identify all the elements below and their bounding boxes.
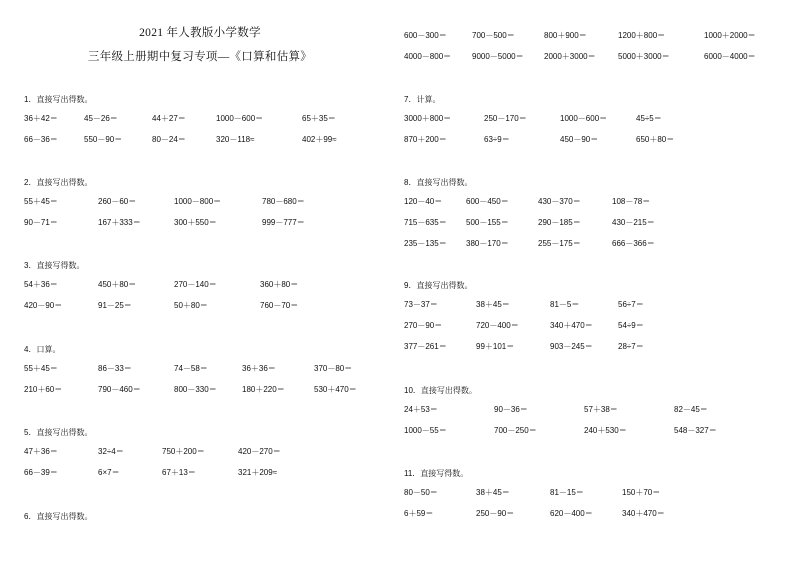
math-problem: 450＋80＝ xyxy=(98,280,137,289)
math-problem: 66－36＝ xyxy=(24,135,58,144)
math-problem: 903－245＝ xyxy=(550,342,593,351)
math-problem: 800＋900＝ xyxy=(544,31,587,40)
math-problem: 108－78＝ xyxy=(612,197,651,206)
math-problem: 1000－800＝ xyxy=(174,197,222,206)
math-problem: 620－400＝ xyxy=(550,509,593,518)
math-problem: 44＋27＝ xyxy=(152,114,186,123)
section-heading: 7．计算。 xyxy=(404,95,441,104)
math-problem: 50＋80＝ xyxy=(174,301,208,310)
math-problem: 3000＋800＝ xyxy=(404,114,452,123)
math-problem: 600－450＝ xyxy=(466,197,509,206)
math-problem: 250－170＝ xyxy=(484,114,527,123)
math-problem: 360＋80＝ xyxy=(260,280,299,289)
math-problem: 800－330＝ xyxy=(174,385,217,394)
math-problem: 55＋45＝ xyxy=(24,364,58,373)
math-problem: 81－5＝ xyxy=(550,300,580,309)
page-title: 2021 年人教版小学数学 xyxy=(139,27,261,39)
math-problem: 210＋60＝ xyxy=(24,385,63,394)
math-problem: 81－15＝ xyxy=(550,488,584,497)
math-problem: 65＋35＝ xyxy=(302,114,336,123)
section-heading: 6．直接写出得数。 xyxy=(24,512,93,521)
math-problem: 550－90＝ xyxy=(84,135,123,144)
math-problem: 500－155＝ xyxy=(466,218,509,227)
math-problem: 320－118≈ xyxy=(216,135,255,144)
math-problem: 700－500＝ xyxy=(472,31,515,40)
math-problem: 300＋550＝ xyxy=(174,218,217,227)
math-problem: 530＋470＝ xyxy=(314,385,357,394)
section-heading: 2．直接写出得数。 xyxy=(24,178,93,187)
math-problem: 377－261＝ xyxy=(404,342,447,351)
math-problem: 150＋70＝ xyxy=(622,488,661,497)
math-problem: 90－36＝ xyxy=(494,405,528,414)
math-problem: 99＋101＝ xyxy=(476,342,515,351)
math-problem: 420－270＝ xyxy=(238,447,281,456)
math-problem: 780－680＝ xyxy=(262,197,305,206)
math-problem: 715－635＝ xyxy=(404,218,447,227)
math-problem: 91－25＝ xyxy=(98,301,132,310)
math-problem: 430－215＝ xyxy=(612,218,655,227)
math-problem: 760－70＝ xyxy=(260,301,299,310)
section-heading: 9．直接写出得数。 xyxy=(404,281,473,290)
math-problem: 36＋42＝ xyxy=(24,114,58,123)
math-problem: 73－37＝ xyxy=(404,300,438,309)
math-problem: 9000－5000＝ xyxy=(472,52,524,61)
page-subtitle: 三年级上册期中复习专项—《口算和估算》 xyxy=(87,51,313,63)
section-heading: 5．直接写出得数。 xyxy=(24,428,93,437)
math-problem: 24＋53＝ xyxy=(404,405,438,414)
math-problem: 32÷4＝ xyxy=(98,447,124,456)
math-problem: 90－71＝ xyxy=(24,218,58,227)
section-heading: 4．口算。 xyxy=(24,345,61,354)
math-problem: 6×7＝ xyxy=(98,468,120,477)
math-problem: 600－300＝ xyxy=(404,31,447,40)
math-problem: 720－400＝ xyxy=(476,321,519,330)
math-problem: 402＋99≈ xyxy=(302,135,337,144)
math-problem: 63÷9＝ xyxy=(484,135,510,144)
math-problem: 340＋470＝ xyxy=(622,509,665,518)
math-problem: 80－24＝ xyxy=(152,135,186,144)
math-problem: 235－135＝ xyxy=(404,239,447,248)
math-problem: 250－90＝ xyxy=(476,509,515,518)
math-problem: 270－140＝ xyxy=(174,280,217,289)
math-problem: 38＋45＝ xyxy=(476,488,510,497)
math-problem: 54＋36＝ xyxy=(24,280,58,289)
math-problem: 57＋38＝ xyxy=(584,405,618,414)
math-problem: 430－370＝ xyxy=(538,197,581,206)
math-problem: 67＋13＝ xyxy=(162,468,196,477)
math-problem: 999－777＝ xyxy=(262,218,305,227)
math-problem: 380－170＝ xyxy=(466,239,509,248)
math-problem: 870＋200＝ xyxy=(404,135,447,144)
math-problem: 1000－600＝ xyxy=(216,114,264,123)
math-problem: 790－460＝ xyxy=(98,385,141,394)
math-problem: 45－26＝ xyxy=(84,114,118,123)
math-problem: 120－40＝ xyxy=(404,197,443,206)
math-problem: 1200＋800＝ xyxy=(618,31,666,40)
math-problem: 260－60＝ xyxy=(98,197,137,206)
math-problem: 45÷5＝ xyxy=(636,114,662,123)
math-problem: 255－175＝ xyxy=(538,239,581,248)
math-problem: 180＋220＝ xyxy=(242,385,285,394)
math-problem: 66－39＝ xyxy=(24,468,58,477)
math-problem: 5000＋3000＝ xyxy=(618,52,670,61)
math-problem: 56÷7＝ xyxy=(618,300,644,309)
section-heading: 3．直接写得数。 xyxy=(24,261,85,270)
math-problem: 55＋45＝ xyxy=(24,197,58,206)
math-problem: 86－33＝ xyxy=(98,364,132,373)
math-problem: 420－90＝ xyxy=(24,301,63,310)
math-problem: 74－58＝ xyxy=(174,364,208,373)
math-problem: 82－45＝ xyxy=(674,405,708,414)
math-problem: 700－250＝ xyxy=(494,426,537,435)
math-problem: 2000＋3000＝ xyxy=(544,52,596,61)
math-problem: 450－90＝ xyxy=(560,135,599,144)
section-heading: 10．直接写出得数。 xyxy=(404,386,477,395)
section-heading: 1．直接写出得数。 xyxy=(24,95,93,104)
section-heading: 8．直接写出得数。 xyxy=(404,178,473,187)
math-problem: 4000－800＝ xyxy=(404,52,452,61)
math-problem: 290－185＝ xyxy=(538,218,581,227)
math-problem: 340＋470＝ xyxy=(550,321,593,330)
math-problem: 1000＋2000＝ xyxy=(704,31,756,40)
math-problem: 54÷9＝ xyxy=(618,321,644,330)
math-problem: 321＋209≈ xyxy=(238,468,278,477)
math-problem: 240＋530＝ xyxy=(584,426,627,435)
math-problem: 167＋333＝ xyxy=(98,218,141,227)
math-problem: 28÷7＝ xyxy=(618,342,644,351)
math-problem: 38＋45＝ xyxy=(476,300,510,309)
math-problem: 370－80＝ xyxy=(314,364,353,373)
math-problem: 750＋200＝ xyxy=(162,447,205,456)
math-problem: 36＋36＝ xyxy=(242,364,276,373)
math-problem: 1000－600＝ xyxy=(560,114,608,123)
section-heading: 11．直接写得数。 xyxy=(404,469,469,478)
math-problem: 80－50＝ xyxy=(404,488,438,497)
math-problem: 47＋36＝ xyxy=(24,447,58,456)
math-problem: 270－90＝ xyxy=(404,321,443,330)
math-problem: 1000－55＝ xyxy=(404,426,447,435)
math-problem: 6＋59＝ xyxy=(404,509,434,518)
math-problem: 666－366＝ xyxy=(612,239,655,248)
math-problem: 548－327＝ xyxy=(674,426,717,435)
math-problem: 6000－4000＝ xyxy=(704,52,756,61)
math-problem: 650＋80＝ xyxy=(636,135,675,144)
